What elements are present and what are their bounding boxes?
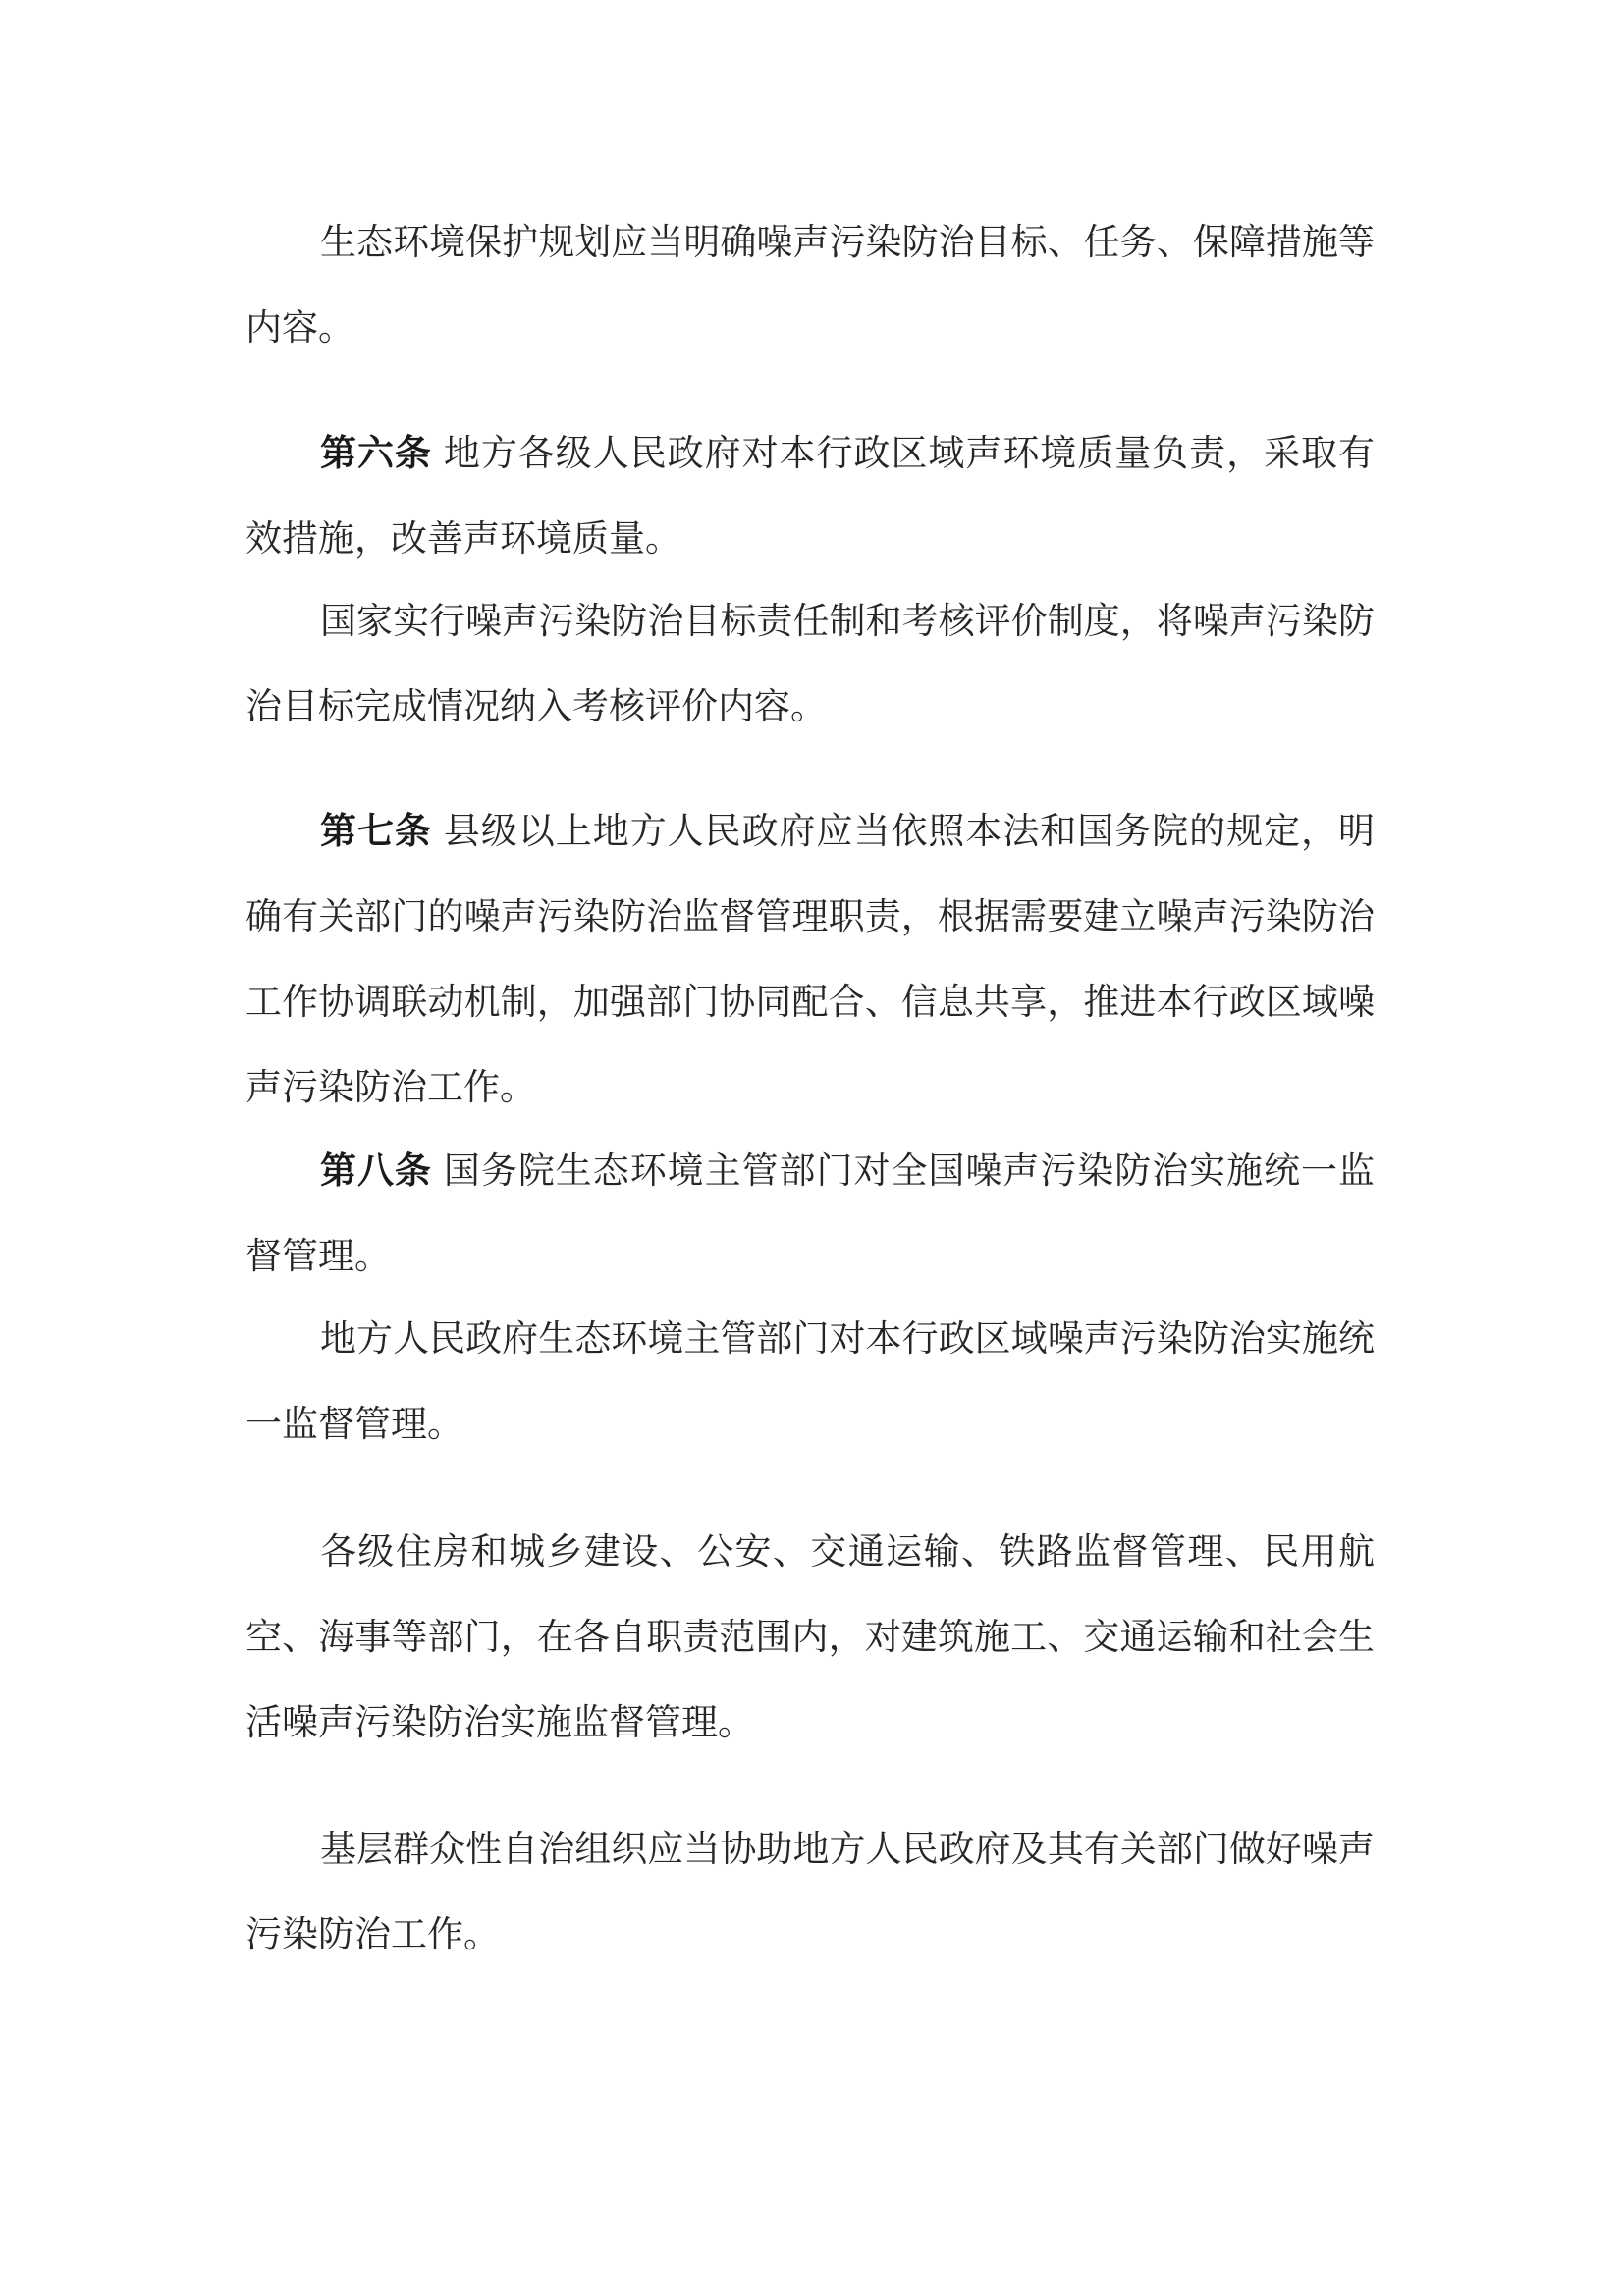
- paragraph-article-8: [245, 1128, 1375, 1299]
- article-heading: 第六条: [320, 432, 432, 474]
- paragraph-target-responsibility: [245, 578, 1375, 749]
- paragraph-article-6: [245, 410, 1375, 581]
- article-heading: 第八条: [320, 1149, 432, 1192]
- article-heading: 第七条: [320, 810, 432, 852]
- paragraph-text: 各级住房和城乡建设、公安、交通运输、铁路监督管理、民用航空、海事等部门，在各自职责范围内，对建筑施工、交通运输和社会生活噪声污染防治实施监督管理。: [245, 1530, 1375, 1743]
- paragraph-departments: [245, 1509, 1375, 1765]
- paragraph-text: 基层群众性自治组织应当协助地方人民政府及其有关部门做好噪声污染防治工作。: [245, 1828, 1375, 1955]
- paragraph-article-7: [245, 788, 1375, 1130]
- paragraph-grassroots: [245, 1806, 1375, 1977]
- paragraph-text: 地方各级人民政府对本行政区域声环境质量负责，采取有效措施，改善声环境质量。: [245, 432, 1376, 560]
- paragraph-text: 县级以上地方人民政府应当依照本法和国务院的规定，明确有关部门的噪声污染防治监督管理职责，根据需要建立噪声污染防治工作协调联动机制，加强部门协同配合、信息共享，推进本行政区域噪声污染防治工作。: [245, 810, 1376, 1108]
- paragraph-text: 国家实行噪声污染防治目标责任制和考核评价制度，将噪声污染防治目标完成情况纳入考核评价内容。: [245, 600, 1375, 727]
- paragraph-local-supervision: [245, 1296, 1375, 1467]
- paragraph-text: 国务院生态环境主管部门对全国噪声污染防治实施统一监督管理。: [245, 1149, 1376, 1277]
- paragraph-text: 生态环境保护规划应当明确噪声污染防治目标、任务、保障措施等内容。: [245, 221, 1375, 348]
- paragraph-planning-content: [245, 199, 1375, 370]
- paragraph-text: 地方人民政府生态环境主管部门对本行政区域噪声污染防治实施统一监督管理。: [245, 1317, 1375, 1445]
